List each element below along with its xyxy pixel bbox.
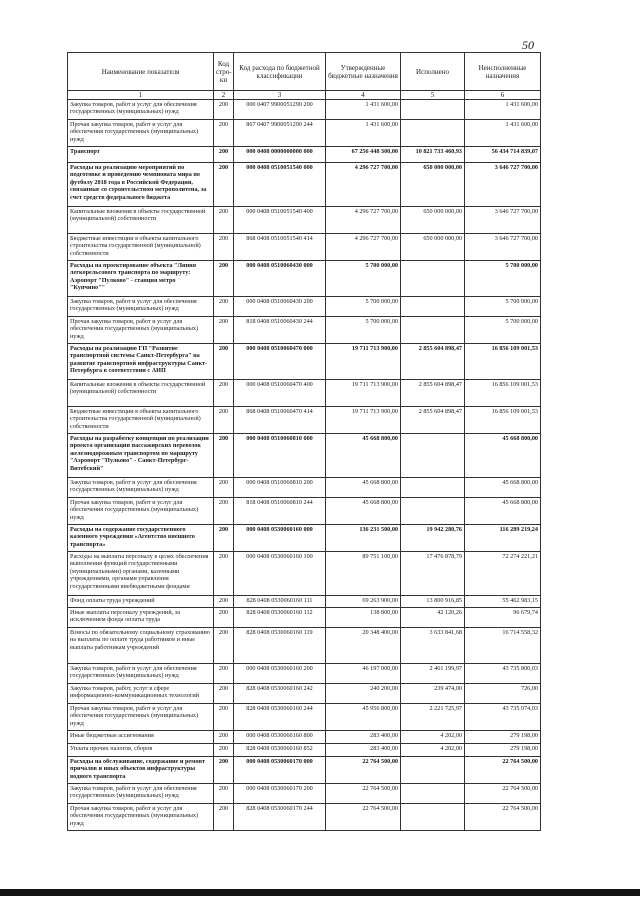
cell-line-code: 200 [214, 297, 234, 317]
cell-approved: 283 400,00 [326, 744, 401, 757]
cell-executed: 2 855 604 898,47 [401, 380, 465, 407]
cell-approved: 4 296 727 700,00 [326, 234, 401, 261]
cell-approved: 67 256 448 300,00 [326, 147, 401, 163]
cell-line-code: 200 [214, 407, 234, 434]
cell-approved: 22 764 500,00 [326, 784, 401, 804]
cell-approved: 45 668 800,00 [326, 478, 401, 498]
cell-unexecuted: 279 198,00 [465, 731, 541, 744]
cell-line-code: 200 [214, 744, 234, 757]
cell-expense-code: 828 0408 0530060160 119 [234, 628, 326, 664]
column-number: 1 [68, 91, 214, 100]
cell-approved: 136 231 500,00 [326, 525, 401, 552]
cell-expense-code: 000 0408 0530060160 100 [234, 552, 326, 596]
cell-approved: 1 431 600,00 [326, 100, 401, 120]
cell-approved: 138 800,00 [326, 608, 401, 628]
table-row [68, 297, 541, 317]
cell-name: Иные выплаты персоналу учреждений, за исключением фонда оплаты труда [68, 608, 214, 628]
cell-executed [401, 478, 465, 498]
cell-name: Бюджетные инвестиции в объекты капитального строительства государственной (муниципальной) собственности [68, 234, 214, 261]
cell-name: Прочая закупка товаров, работ и услуг для обеспечения государственных (муниципальных) нужд [68, 804, 214, 831]
cell-approved: 283 400,00 [326, 731, 401, 744]
cell-line-code: 200 [214, 704, 234, 731]
table-row [68, 478, 541, 498]
cell-expense-code: 000 0408 0510060430 200 [234, 297, 326, 317]
header-line-code: Код стро-ки [214, 53, 234, 91]
cell-executed [401, 498, 465, 525]
cell-unexecuted: 3 646 727 700,00 [465, 207, 541, 234]
cell-line-code: 200 [214, 344, 234, 380]
cell-executed [401, 757, 465, 784]
cell-line-code: 200 [214, 784, 234, 804]
cell-expense-code: 000 0408 0510060810 200 [234, 478, 326, 498]
cell-name: Расходы на выплаты персоналу в целях обеспечения выполнения функций государственными (муниципальными) органами, казенными учреждениями, органами управления государственными внебюджетными фондами [68, 552, 214, 596]
cell-approved: 46 197 000,00 [326, 664, 401, 684]
cell-name: Бюджетные инвестиции в объекты капитального строительства государственной (муниципальной) собственности [68, 407, 214, 434]
cell-line-code: 200 [214, 120, 234, 147]
cell-unexecuted: 726,00 [465, 684, 541, 704]
header-unexecuted: Неисполненные назначения [465, 53, 541, 91]
cell-line-code: 200 [214, 317, 234, 344]
cell-expense-code: 000 0408 0530060160 800 [234, 731, 326, 744]
cell-name: Иные бюджетные ассигнования [68, 731, 214, 744]
column-number: 2 [214, 91, 234, 100]
cell-unexecuted: 16 856 109 001,53 [465, 407, 541, 434]
cell-expense-code: 000 0408 0510051540 400 [234, 207, 326, 234]
cell-line-code: 200 [214, 552, 234, 596]
header-name: Наименование показателя [68, 53, 214, 91]
cell-line-code: 200 [214, 207, 234, 234]
cell-executed [401, 297, 465, 317]
cell-name: Закупка товаров, работ и услуг для обеспечения государственных (муниципальных) нужд [68, 664, 214, 684]
cell-unexecuted: 1 431 600,00 [465, 120, 541, 147]
cell-approved: 20 348 400,00 [326, 628, 401, 664]
cell-name: Закупка товаров, работ и услуг для обеспечения государственных (муниципальных) нужд [68, 784, 214, 804]
cell-expense-code: 000 0408 0510060470 000 [234, 344, 326, 380]
cell-expense-code: 000 0408 0530060170 200 [234, 784, 326, 804]
cell-executed [401, 434, 465, 478]
cell-approved: 89 751 100,00 [326, 552, 401, 596]
cell-executed [401, 804, 465, 831]
cell-name: Расходы на реализацию ГП "Развитие транспортной системы Санкт-Петербурга" на развитие транспортной инфраструктуры Санкт-Петербурга в соответствии с АИП [68, 344, 214, 380]
cell-expense-code: 000 0408 0530060160 000 [234, 525, 326, 552]
table-row [68, 163, 541, 207]
table-row [68, 552, 541, 596]
cell-unexecuted: 16 714 558,32 [465, 628, 541, 664]
table-row [68, 596, 541, 608]
cell-approved: 22 764 500,00 [326, 757, 401, 784]
cell-executed: 13 800 916,85 [401, 596, 465, 608]
table-row [68, 207, 541, 234]
cell-executed: 3 633 841,68 [401, 628, 465, 664]
cell-name: Расходы на реализацию мероприятий по подготовке и проведению чемпионата мира по футболу 2018 года в Российской Федерации, связанные со строительством метрополитена, за счет средств федерального бюджета [68, 163, 214, 207]
cell-name: Закупка товаров, работ и услуг для обеспечения государственных (муниципальных) нужд [68, 297, 214, 317]
cell-name: Взносы по обязательному социальному страхованию на выплаты по оплате труда работников и иные выплаты работникам учреждений [68, 628, 214, 664]
cell-approved: 240 200,00 [326, 684, 401, 704]
cell-line-code: 200 [214, 664, 234, 684]
cell-executed: 2 461 199,97 [401, 664, 465, 684]
table-row [68, 525, 541, 552]
cell-approved: 19 711 713 900,00 [326, 407, 401, 434]
cell-line-code: 200 [214, 757, 234, 784]
cell-line-code: 200 [214, 525, 234, 552]
cell-name: Закупка товаров, работ и услуг для обеспечения государственных (муниципальных) нужд [68, 478, 214, 498]
cell-approved: 45 668 800,00 [326, 498, 401, 525]
cell-unexecuted: 72 274 221,21 [465, 552, 541, 596]
cell-approved: 19 711 713 900,00 [326, 344, 401, 380]
cell-executed: 42 120,26 [401, 608, 465, 628]
cell-expense-code: 000 0407 9900051290 200 [234, 100, 326, 120]
cell-unexecuted: 5 700 000,00 [465, 297, 541, 317]
cell-executed: 2 855 604 898,47 [401, 344, 465, 380]
cell-line-code: 200 [214, 608, 234, 628]
cell-approved: 1 431 600,00 [326, 120, 401, 147]
cell-unexecuted: 5 700 000,00 [465, 261, 541, 297]
cell-unexecuted: 22 764 500,00 [465, 804, 541, 831]
cell-approved: 4 296 727 700,00 [326, 163, 401, 207]
header-expense-code: Код расхода по бюджетной классификации [234, 53, 326, 91]
cell-expense-code: 000 0408 0510060430 000 [234, 261, 326, 297]
cell-line-code: 200 [214, 596, 234, 608]
table-row [68, 664, 541, 684]
cell-name: Капитальные вложения в объекты государственной (муниципальной) собственности [68, 207, 214, 234]
cell-name: Прочая закупка товаров, работ и услуг для обеспечения государственных (муниципальных) нужд [68, 498, 214, 525]
cell-executed: 19 942 280,76 [401, 525, 465, 552]
cell-executed [401, 100, 465, 120]
table-row [68, 147, 541, 163]
cell-approved: 22 764 500,00 [326, 804, 401, 831]
cell-executed: 2 221 725,97 [401, 704, 465, 731]
cell-line-code: 200 [214, 684, 234, 704]
table-row [68, 684, 541, 704]
cell-unexecuted: 56 434 714 839,07 [465, 147, 541, 163]
cell-unexecuted: 3 646 727 700,00 [465, 163, 541, 207]
cell-expense-code: 828 0408 0530060160 111 [234, 596, 326, 608]
cell-executed [401, 261, 465, 297]
cell-expense-code: 000 0408 0510060470 400 [234, 380, 326, 407]
cell-line-code: 200 [214, 380, 234, 407]
cell-expense-code: 000 0408 0530060160 200 [234, 664, 326, 684]
cell-expense-code: 000 0408 0510060810 000 [234, 434, 326, 478]
cell-name: Расходы на обслуживание, содержание и ремонт причалов и иных объектов инфраструктуры водного транспорта [68, 757, 214, 784]
table-row [68, 784, 541, 804]
cell-name: Транспорт [68, 147, 214, 163]
cell-approved: 5 700 000,00 [326, 297, 401, 317]
cell-name: Закупка товаров, работ и услуг для обеспечения государственных (муниципальных) нужд [68, 100, 214, 120]
table-row [68, 498, 541, 525]
cell-expense-code: 868 0408 0510060470 414 [234, 407, 326, 434]
cell-line-code: 200 [214, 731, 234, 744]
cell-line-code: 200 [214, 804, 234, 831]
table-row [68, 608, 541, 628]
cell-expense-code: 818 0408 0510060810 244 [234, 498, 326, 525]
cell-unexecuted: 45 668 800,00 [465, 478, 541, 498]
table-row [68, 804, 541, 831]
cell-approved: 4 296 727 700,00 [326, 207, 401, 234]
cell-executed [401, 784, 465, 804]
cell-expense-code: 867 0407 9900051290 244 [234, 120, 326, 147]
table-row [68, 757, 541, 784]
cell-executed: 650 000 000,00 [401, 163, 465, 207]
table-row [68, 380, 541, 407]
cell-line-code: 200 [214, 163, 234, 207]
cell-unexecuted: 96 679,74 [465, 608, 541, 628]
cell-approved: 5 700 000,00 [326, 317, 401, 344]
cell-line-code: 200 [214, 100, 234, 120]
cell-approved: 19 711 713 900,00 [326, 380, 401, 407]
header-row [68, 53, 541, 91]
cell-expense-code: 818 0408 0510060430 244 [234, 317, 326, 344]
cell-line-code: 200 [214, 434, 234, 478]
cell-unexecuted: 45 668 800,00 [465, 434, 541, 478]
cell-unexecuted: 279 198,00 [465, 744, 541, 757]
cell-unexecuted: 22 764 500,00 [465, 784, 541, 804]
cell-approved: 45 956 800,00 [326, 704, 401, 731]
cell-line-code: 200 [214, 478, 234, 498]
cell-expense-code: 828 0408 0530060160 244 [234, 704, 326, 731]
column-number: 5 [401, 91, 465, 100]
cell-name: Расходы на содержание государственного казенного учреждения «Агентство внешнего транспорта» [68, 525, 214, 552]
cell-name: Расходы на проектирование объекта "Линия легкорельсового транспорта по маршруту: Аэропорт "Пулково" - станция метро "Купчино"" [68, 261, 214, 297]
cell-expense-code: 000 0408 0530060170 000 [234, 757, 326, 784]
column-number: 6 [465, 91, 541, 100]
column-number: 3 [234, 91, 326, 100]
cell-name: Фонд оплаты труда учреждений [68, 596, 214, 608]
cell-unexecuted: 16 856 109 001,53 [465, 344, 541, 380]
cell-unexecuted: 1 431 600,00 [465, 100, 541, 120]
table-row [68, 234, 541, 261]
cell-executed: 4 202,00 [401, 731, 465, 744]
table-row [68, 344, 541, 380]
cell-name: Прочая закупка товаров, работ и услуг для обеспечения государственных (муниципальных) нужд [68, 704, 214, 731]
cell-executed: 239 474,00 [401, 684, 465, 704]
table-row [68, 407, 541, 434]
table-row [68, 261, 541, 297]
cell-unexecuted: 3 646 727 700,00 [465, 234, 541, 261]
table-row [68, 120, 541, 147]
cell-executed: 10 821 733 460,93 [401, 147, 465, 163]
cell-name: Капитальные вложения в объекты государственной (муниципальной) собственности [68, 380, 214, 407]
cell-unexecuted: 45 668 800,00 [465, 498, 541, 525]
cell-name: Расходы на разработку концепции по реализации проекта организации пассажирских перевозок железнодорожным транспортом по маршруту "Аэропорт "Пулково" - Санкт-Петербург-Витебский" [68, 434, 214, 478]
column-number: 4 [326, 91, 401, 100]
table-row [68, 628, 541, 664]
cell-unexecuted: 5 700 000,00 [465, 317, 541, 344]
cell-executed: 650 000 000,00 [401, 207, 465, 234]
budget-execution-table [67, 52, 541, 831]
cell-name: Прочая закупка товаров, работ и услуг для обеспечения государственных (муниципальных) нужд [68, 120, 214, 147]
cell-approved: 5 700 000,00 [326, 261, 401, 297]
cell-executed: 2 855 604 898,47 [401, 407, 465, 434]
cell-approved: 69 263 900,00 [326, 596, 401, 608]
table-row [68, 731, 541, 744]
cell-unexecuted: 116 289 219,24 [465, 525, 541, 552]
table-row [68, 317, 541, 344]
table-row [68, 744, 541, 757]
cell-expense-code: 828 0408 0530060160 112 [234, 608, 326, 628]
cell-unexecuted: 43 735 074,03 [465, 704, 541, 731]
cell-unexecuted: 55 462 983,15 [465, 596, 541, 608]
cell-expense-code: 828 0408 0530060170 244 [234, 804, 326, 831]
cell-executed [401, 120, 465, 147]
cell-line-code: 200 [214, 498, 234, 525]
cell-executed: 4 202,00 [401, 744, 465, 757]
cell-name: Прочая закупка товаров, работ и услуг для обеспечения государственных (муниципальных) нужд [68, 317, 214, 344]
cell-executed: 17 476 878,79 [401, 552, 465, 596]
table-row [68, 434, 541, 478]
cell-expense-code: 828 0408 0530060160 852 [234, 744, 326, 757]
cell-line-code: 200 [214, 147, 234, 163]
cell-expense-code: 000 0408 0510051540 000 [234, 163, 326, 207]
cell-expense-code: 868 0408 0510051540 414 [234, 234, 326, 261]
cell-name: Уплата прочих налогов, сборов [68, 744, 214, 757]
cell-executed: 650 000 000,00 [401, 234, 465, 261]
cell-expense-code: 828 0408 0530060160 242 [234, 684, 326, 704]
column-number-row [68, 91, 541, 100]
scan-edge-bar [0, 889, 640, 896]
cell-name: Закупка товаров, работ, услуг в сфере информационно-коммуникационных технологий [68, 684, 214, 704]
cell-line-code: 200 [214, 234, 234, 261]
cell-executed [401, 317, 465, 344]
table-row [68, 100, 541, 120]
header-approved: Утвержденные бюджетные назначения [326, 53, 401, 91]
header-executed: Исполнено [401, 53, 465, 91]
cell-expense-code: 000 0408 0000000000 000 [234, 147, 326, 163]
page-number: 50 [522, 38, 534, 52]
cell-line-code: 200 [214, 628, 234, 664]
cell-unexecuted: 22 764 500,00 [465, 757, 541, 784]
cell-unexecuted: 16 856 109 001,53 [465, 380, 541, 407]
cell-unexecuted: 43 735 800,03 [465, 664, 541, 684]
table-row [68, 704, 541, 731]
cell-line-code: 200 [214, 261, 234, 297]
cell-approved: 45 668 800,00 [326, 434, 401, 478]
